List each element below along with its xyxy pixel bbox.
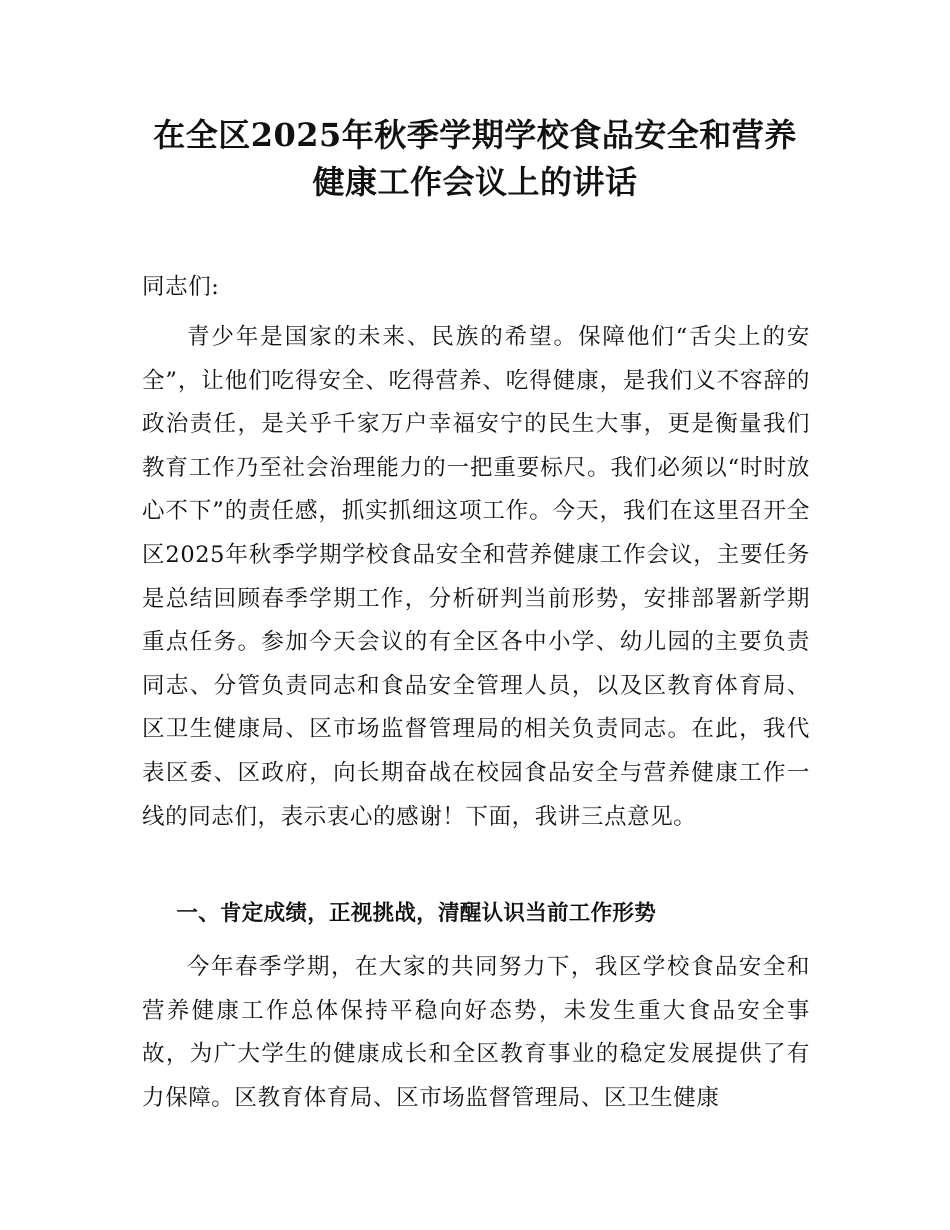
paragraph-section-1: 今年春季学期，在大家的共同努力下，我区学校食品安全和营养健康工作总体保持平稳向好态势，未发生重大食品安全事故，为广大学生的健康成长和全区教育事业的稳定发展提供了有力保障。区教育体育局、区市场监督管理局、区卫生健康 [142, 954, 810, 1111]
title-line-2: 健康工作会议上的讲话 [312, 163, 638, 201]
document-title [100, 112, 850, 206]
paragraph-intro: 青少年是国家的未来、民族的希望。保障他们“舌尖上的安全”，让他们吃得安全、吃得营养、吃得健康，是我们义不容辞的政治责任，是关乎千家万户幸福安宁的民生大事，更是衡量我们教育工作乃至社会治理能力的一把重要标尺。我们必须以“时时放心不下”的责任感，抓实抓细这项工作。今天，我们在这里召开全区2025年秋季学期学校食品安全和营养健康工作会议，主要任务是总结回顾春季学期工作，分析研判当前形势，安排部署新学期重点任务。参加今天会议的有全区各中小学、幼儿园的主要负责同志、分管负责同志和食品安全管理人员，以及区教育体育局、区卫生健康局、区市场监督管理局的相关负责同志。在此，我代表区委、区政府，向长期奋战在校园食品安全与营养健康工作一线的同志们，表示衷心的感谢！下面，我讲三点意见。 [142, 324, 810, 830]
title-line-1: 在全区2025年秋季学期学校食品安全和营养 [153, 116, 797, 154]
section-heading-1: 一、肯定成绩，正视挑战，清醒认识当前工作形势 [176, 901, 656, 926]
salutation: 同志们: [142, 274, 220, 300]
